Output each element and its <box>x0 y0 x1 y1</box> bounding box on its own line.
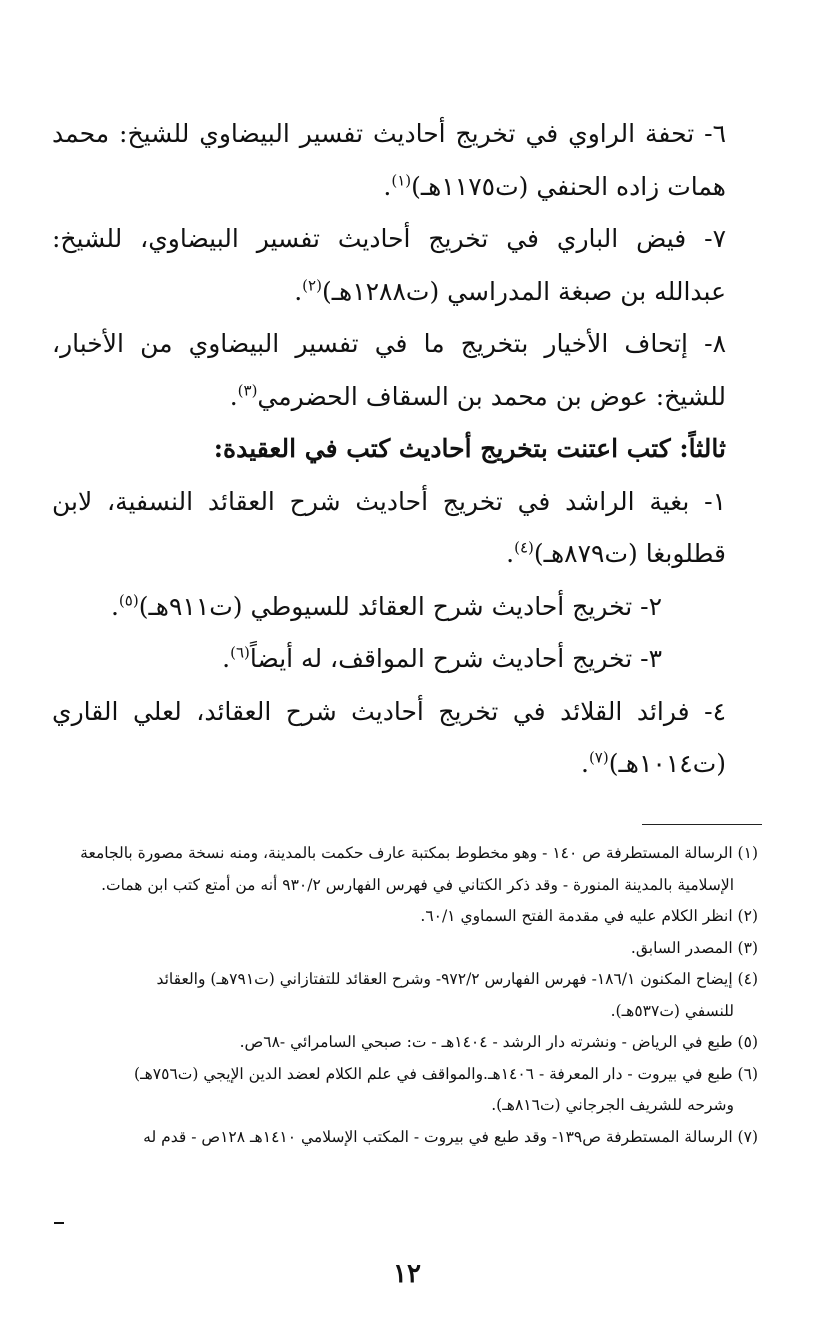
list-item-8: ٨- إتحاف الأخيار بتخريج ما في تفسير البيضاوي من الأخبار، للشيخ: عوض بن محمد بن السقاف الحضرمي$^{(٣)}$. <box>52 329 726 411</box>
list-item-1: ١- بغية الراشد في تخريج أحاديث شرح العقائد النسفية، لابن قطلوبغا (ت٨٧٩هـ)$^{(٤)}$. <box>52 486 726 568</box>
footnote-3: (٣) المصدر السابق. <box>630 938 758 957</box>
footnote-6-continued: وشرحه للشريف الجرجاني (ت٨١٦هـ). <box>491 1096 734 1114</box>
footnote-ref-4[interactable]: (٤) <box>514 538 534 557</box>
footnote-4: (٤) إيضاح المكنون ١٨٦/١- فهرس الفهارس ٩٧٢/٢- وشرح العقائد للتفتازاني (ت٧٩١هـ) والعقائد <box>156 970 758 988</box>
footnote-separator <box>642 824 762 825</box>
footnote-1: (١) الرسالة المستطرفة ص ١٤٠ - وهو مخطوط بمكتبة عارف حكمت بالمدينة، ومنه نسخة مصورة بالجامعة <box>80 844 758 862</box>
footnotes <box>52 838 758 1153</box>
footnote-ref-5[interactable]: (٥) <box>118 591 139 610</box>
list-item-2: ٢- تخريج أحاديث شرح العقائد للسيوطي (ت٩١١هـ)$^{(٥)}$. <box>110 591 662 621</box>
footnote-4-continued: للنسفي (ت٥٣٧هـ). <box>610 1001 734 1020</box>
footnote-ref-2[interactable]: (٢) <box>302 276 322 295</box>
list-item-4: ٤- فرائد القلائد في تخريج أحاديث شرح العقائد، لعلي القاري (ت١٠١٤هـ)$^{(٧)}$. <box>52 696 726 778</box>
footnote-1-continued: الإسلامية بالمدينة المنورة - وقد ذكر الكتاني في فهرس الفهارس ٩٣٠/٢ أنه من أمتع كتب ابن همات. <box>101 875 734 894</box>
section-heading: ثالثاً: كتب اعتنت بتخريج أحاديث كتب في العقيدة: <box>213 434 726 463</box>
list-item-6: ٦- تحفة الراوي في تخريج أحاديث تفسير البيضاوي للشيخ: محمد همات زاده الحنفي (ت١١٧٥هـ)$^{(١)}$. <box>52 119 726 201</box>
footnote-6: (٦) طبع في بيروت - دار المعرفة - ١٤٠٦هـ.والمواقف في علم الكلام لعضد الدين الإيجي (ت٧٥٦هـ) <box>134 1064 758 1083</box>
footnote-ref-6[interactable]: (٦) <box>230 643 250 662</box>
continuation-dash <box>54 1222 64 1224</box>
main-text <box>52 108 726 791</box>
list-item-3: ٣- تخريج أحاديث شرح المواقف، له أيضاً$^{(٦)}$. <box>222 643 662 673</box>
list-item-7: ٧- فيض الباري في تخريج أحاديث تفسير البيضاوي، للشيخ: عبدالله بن صبغة المدراسي (ت١٢٨٨هـ)$^{(٢)}$. <box>52 224 726 306</box>
footnote-ref-3[interactable]: (٣) <box>237 381 258 400</box>
footnote-5: (٥) طبع في الرياض - ونشرته دار الرشد - ١٤٠٤هـ - ت: صبحي السامرائي -٦٨ص. <box>239 1033 758 1051</box>
page-number: ١٢ <box>393 1259 421 1289</box>
footnote-ref-1[interactable]: (١) <box>391 171 412 190</box>
footnote-ref-7[interactable]: (٧) <box>588 748 609 767</box>
footnote-7: (٧) الرسالة المستطرفة ص١٣٩- وقد طبع في بيروت - المكتب الإسلامي ١٤١٠هـ ١٢٨ص - قدم له <box>143 1127 758 1146</box>
footnote-2: (٢) انظر الكلام عليه في مقدمة الفتح السماوي ٦٠/١. <box>420 907 758 925</box>
